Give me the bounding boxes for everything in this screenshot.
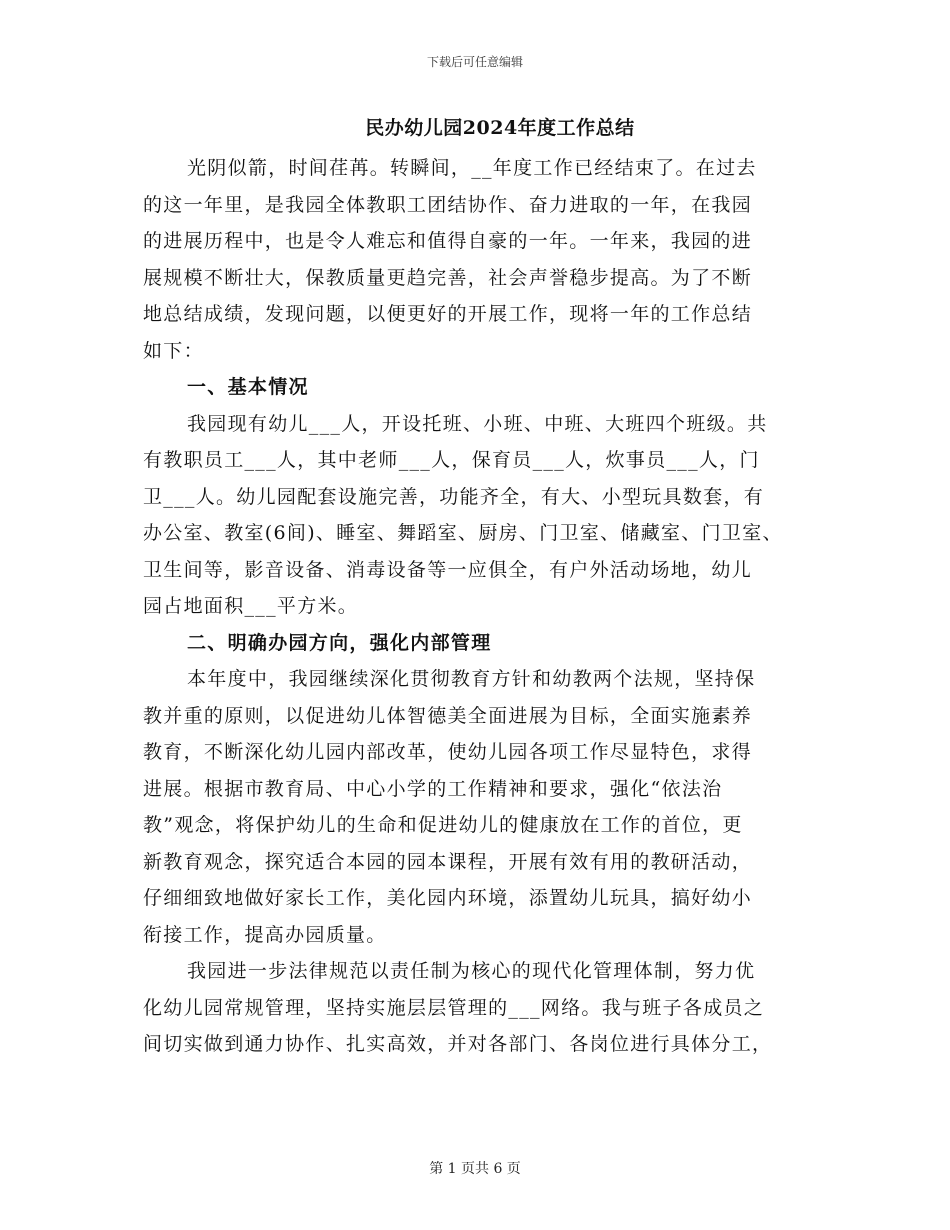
paragraph-line: 新教育观念，探究适合本园的园本课程，开展有效有用的教研活动， — [143, 850, 753, 873]
paragraph-line: 教并重的原则，以促进幼儿体智德美全面进展为目标，全面实施素养 — [143, 704, 753, 727]
paragraph-line: 教”观念，将保护幼儿的生命和促进幼儿的健康放在工作的首位，更 — [143, 814, 743, 836]
paragraph-line: 如下： — [143, 339, 204, 362]
paragraph-line: 我园进一步法律规范以责任制为核心的现代化管理体制，努力优 — [187, 960, 756, 982]
paragraph-line: 化幼儿园常规管理，坚持实施层层管理的___网络。我与班子各成员之 — [143, 996, 765, 1019]
paragraph-line: 我园现有幼儿___人，开设托班、小班、中班、大班四个班级。共 — [187, 412, 768, 435]
paragraph-line: 间切实做到通力协作、扎实高效，并对各部门、各岗位进行具体分工， — [143, 1033, 773, 1055]
paragraph-line: 本年度中，我园继续深化贯彻教育方针和幼教两个法规，坚持保 — [187, 668, 756, 690]
paragraph-line: 光阴似箭，时间荏苒。转瞬间，__年度工作已经结束了。在过去 — [187, 157, 757, 179]
paragraph-line: 园占地面积___平方米。 — [143, 595, 359, 617]
paragraph-line: 展规模不断壮大，保教质量更趋完善，社会声誉稳步提高。为了不断 — [143, 266, 753, 289]
page-number: 第 1 页共 6 页 — [429, 1161, 521, 1177]
paragraph-line: 有教职员工___人，其中老师___人，保育员___人，炊事员___人，门 — [143, 449, 760, 471]
paragraph-line: 办公室、教室(6间)、睡室、舞蹈室、厨房、门卫室、储藏室、门卫室、 — [143, 522, 783, 544]
document-body — [143, 150, 833, 1063]
paragraph-line: 卫生间等，影音设备、消毒设备等一应俱全，有户外活动场地，幼儿 — [143, 558, 753, 581]
paragraph-line: 教育，不断深化幼儿园内部改革，使幼儿园各项工作尽显特色，求得 — [143, 741, 753, 763]
header-note: 下载后可任意编辑 — [426, 55, 523, 69]
paragraph-line: 的这一年里，是我园全体教职工团结协作、奋力进取的一年，在我园 — [143, 193, 753, 216]
paragraph-line: 地总结成绩，发现问题，以便更好的开展工作，现将一年的工作总结 — [143, 303, 753, 325]
document-title: 民办幼儿园2024年度工作总结 — [365, 117, 635, 139]
paragraph-line: 仔细细致地做好家长工作，美化园内环境，添置幼儿玩具，搞好幼小 — [143, 887, 753, 909]
paragraph-line: 衔接工作，提高办园质量。 — [143, 923, 387, 946]
paragraph-line: 卫___人。幼儿园配套设施完善，功能齐全，有大、小型玩具数套，有 — [143, 485, 765, 508]
paragraph-line: 的进展历程中，也是令人难忘和值得自豪的一年。一年来，我园的进 — [143, 230, 753, 252]
section-heading: 一、基本情况 — [187, 376, 309, 398]
section-heading: 二、明确办园方向，强化内部管理 — [187, 631, 492, 654]
paragraph-line: 进展。根据市教育局、中心小学的工作精神和要求，强化“依法治 — [143, 777, 723, 800]
